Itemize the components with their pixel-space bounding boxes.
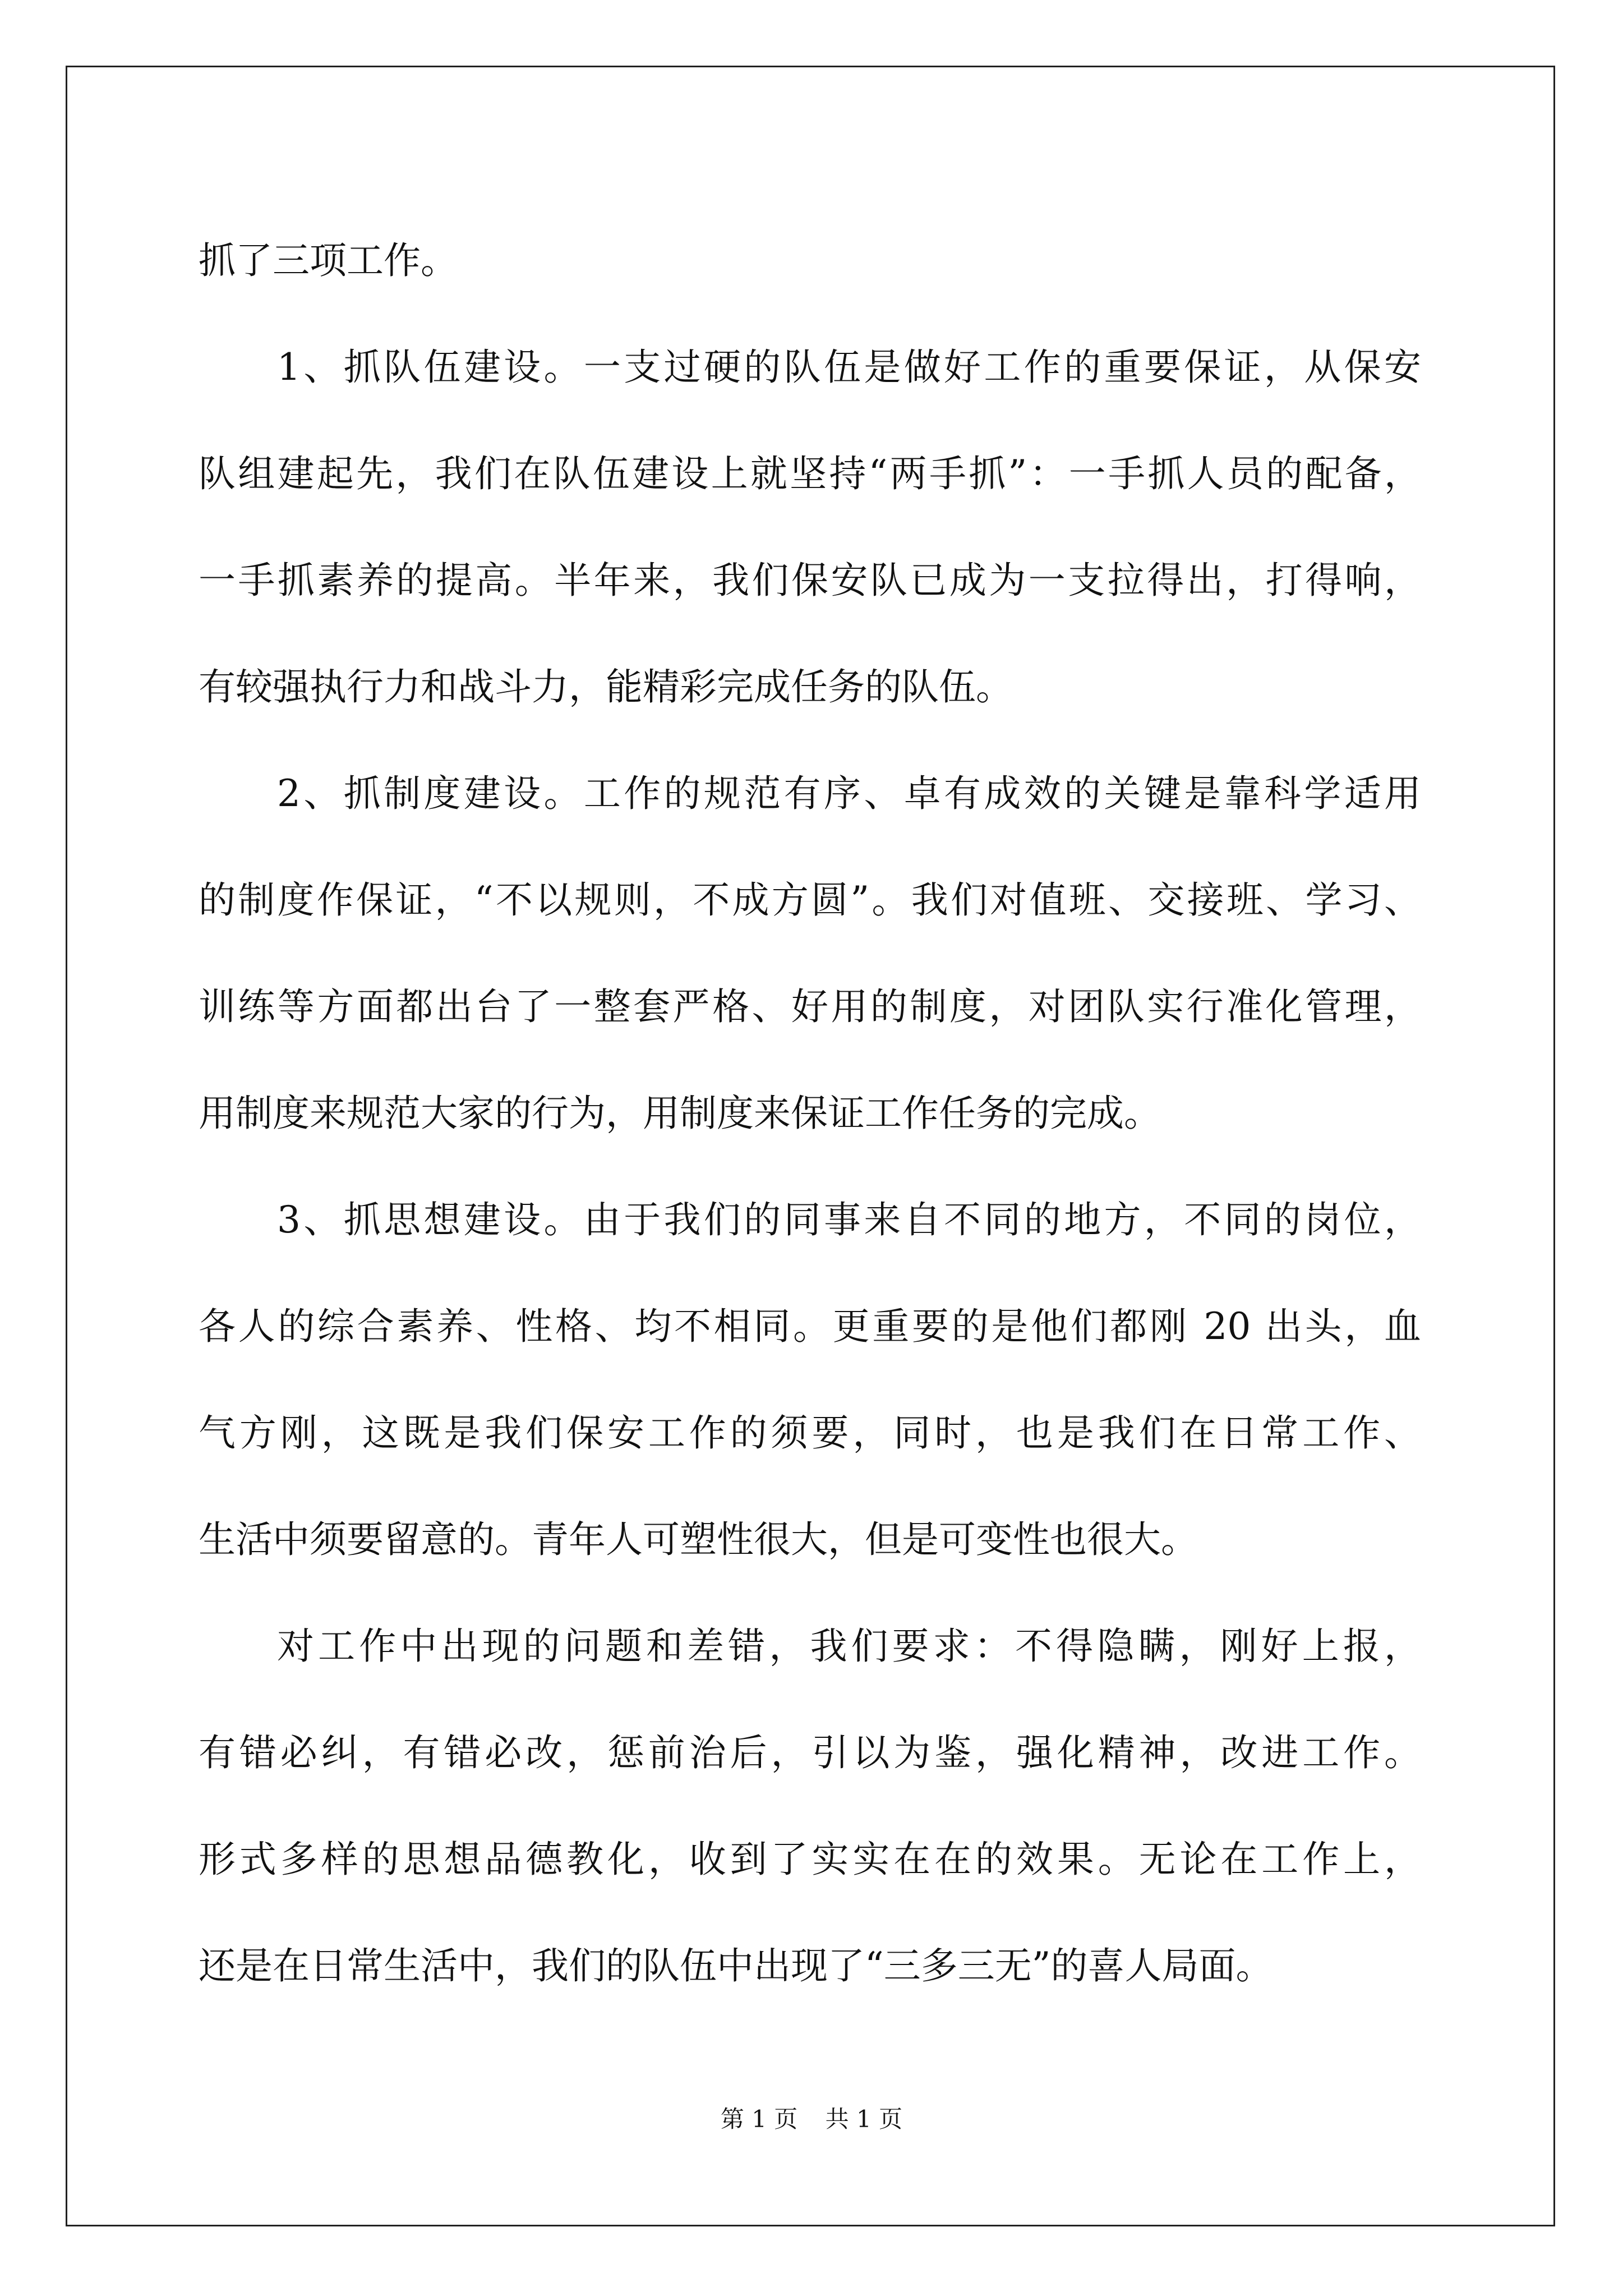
page-footer (0, 2101, 1623, 2134)
text-line: 气方刚，这既是我们保安工作的须要，同时，也是我们在日常工作、 (199, 1411, 1421, 1455)
text-line: 队组建起先，我们在队伍建设上就坚持“两手抓”：一手抓人员的配备， (199, 452, 1421, 495)
text-line: 有较强执行力和战斗力，能精彩完成任务的队伍。 (199, 665, 1013, 708)
text-line: 训练等方面都出台了一整套严格、好用的制度，对团队实行准化管理， (199, 985, 1421, 1028)
text-line: 2、抓制度建设。工作的规范有序、卓有成效的关键是靠科学适用 (277, 772, 1421, 815)
page-number: 第 1 页 (720, 2105, 798, 2133)
text-line: 抓了三项工作。 (199, 239, 458, 282)
text-line: 用制度来规范大家的行为，用制度来保证工作任务的完成。 (199, 1092, 1161, 1135)
text-line: 3、抓思想建设。由于我们的同事来自不同的地方，不同的岗位， (277, 1198, 1421, 1241)
document-body (199, 208, 1421, 2019)
text-line: 有错必纠，有错必改，惩前治后，引以为鉴，强化精神，改进工作。 (199, 1731, 1421, 1774)
text-line: 对工作中出现的问题和差错，我们要求：不得隐瞒，刚好上报， (277, 1625, 1421, 1668)
text-line: 一手抓素养的提高。半年来，我们保安队已成为一支拉得出，打得响， (199, 559, 1421, 602)
page-total: 共 1 页 (825, 2105, 903, 2133)
text-line: 形式多样的思想品德教化，收到了实实在在的效果。无论在工作上， (199, 1838, 1421, 1881)
text-line: 还是在日常生活中，我们的队伍中出现了“三多三无”的喜人局面。 (199, 1944, 1273, 1987)
text-line: 的制度作保证，“不以规则，不成方圆”。我们对值班、交接班、学习、 (199, 878, 1421, 922)
text-line: 生活中须要留意的。青年人可塑性很大，但是可变性也很大。 (199, 1518, 1198, 1561)
text-line: 1、抓队伍建设。一支过硬的队伍是做好工作的重要保证，从保安 (277, 346, 1421, 389)
text-line: 各人的综合素养、性格、均不相同。更重要的是他们都刚 20 出头，血 (199, 1305, 1421, 1348)
